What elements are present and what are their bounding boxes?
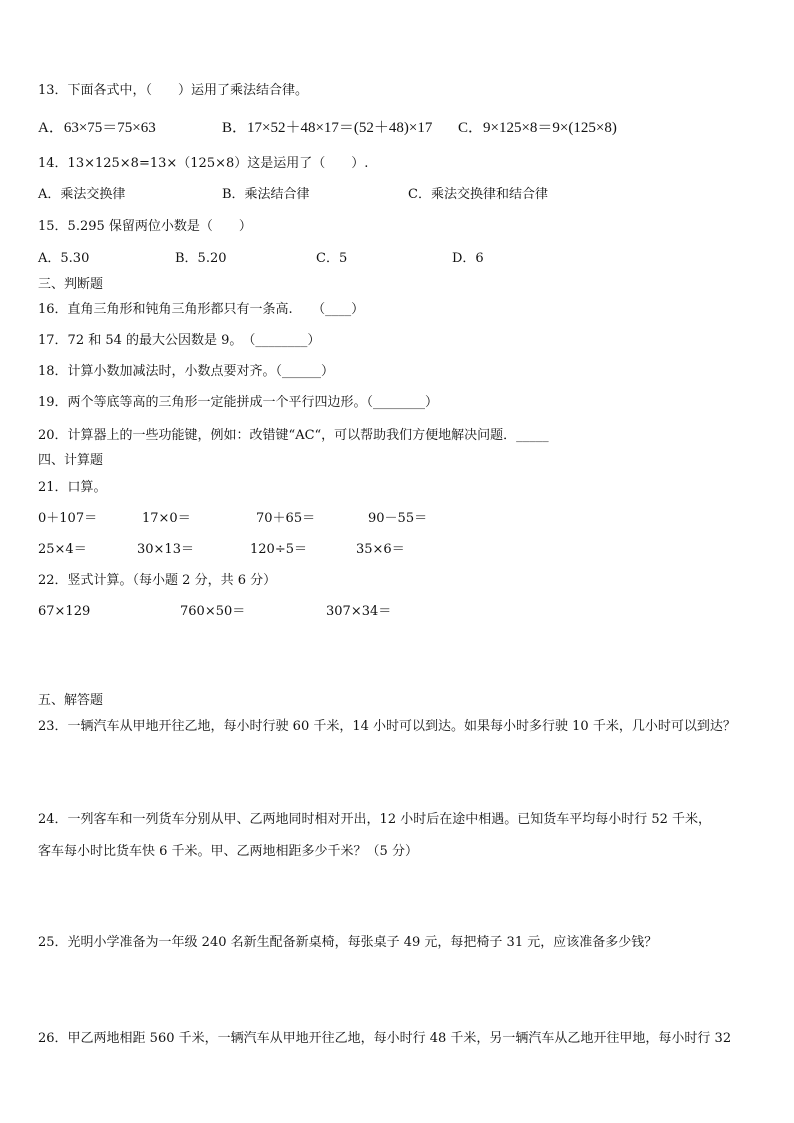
question-15-option-d: D．6 (452, 251, 484, 266)
question-23: 23．一辆汽车从甲地开往乙地，每小时行驶 60 千米，14 小时可以到达。如果每小时多行驶 10 千米，几小时可以到达？ (38, 719, 736, 734)
question-20: 20．计算器上的一些功能键，例如：改错键“AC“，可以帮助我们方便地解决问题．_____ (38, 428, 549, 443)
question-22-stem: 22．竖式计算。（每小题 2 分，共 6 分） (38, 573, 277, 588)
question-14-stem: 14．13×125×8=13×（125×8）这是运用了（ ）. (38, 156, 369, 171)
oral-calc-item: 17×0＝ (142, 511, 191, 526)
question-15-option-a: A．5.30 (38, 251, 90, 266)
question-21-stem: 21．口算。 (38, 480, 107, 495)
question-14-option-b: B．乘法结合律 (222, 187, 310, 202)
question-19: 19．两个等底等高的三角形一定能拼成一个平行四边形。（________） (38, 395, 439, 410)
oral-calc-item: 0＋107＝ (38, 511, 98, 526)
question-17: 17．72 和 54 的最大公因数是 9。 （________） (38, 333, 321, 348)
question-14-option-a: A．乘法交换律 (38, 187, 126, 202)
oral-calc-item: 35×6＝ (356, 542, 405, 557)
oral-calc-item: 30×13＝ (137, 542, 194, 557)
question-15-option-c: C．5 (316, 251, 348, 266)
question-15-option-b: B．5.20 (175, 251, 227, 266)
question-15-stem: 15．5.295 保留两位小数是（ ） (38, 219, 252, 234)
oral-calc-item: 70＋65＝ (256, 511, 316, 526)
question-13-option-a: A．63×75＝75×63 (38, 120, 156, 136)
question-16: 16．直角三角形和钝角三角形都只有一条高. （____） (38, 302, 365, 317)
question-13-stem: 13．下面各式中，（ ）运用了乘法结合律。 (38, 83, 309, 98)
section-3-heading: 三、判断题 (38, 277, 104, 292)
question-18: 18．计算小数加减法时，小数点要对齐。（______） (38, 364, 335, 379)
question-13-option-c: C．9×125×8＝9×(125×8) (458, 120, 617, 136)
question-24-line-2: 客车每小时比货车快 6 千米。甲、乙两地相距多少千米？（5 分） (38, 844, 418, 859)
vertical-calc-item: 67×129 (38, 604, 91, 619)
question-13-option-b: B．17×52＋48×17＝(52＋48)×17 (222, 120, 433, 136)
question-26: 26．甲乙两地相距 560 千米，一辆汽车从甲地开往乙地，每小时行 48 千米，另一辆汽车从乙地开往甲地，每小时行 32 (38, 1031, 732, 1046)
question-14-option-c: C．乘法交换律和结合律 (408, 187, 548, 202)
oral-calc-item: 25×4＝ (38, 542, 87, 557)
oral-calc-item: 120÷5＝ (250, 542, 307, 557)
question-24-line-1: 24．一列客车和一列货车分别从甲、乙两地同时相对开出，12 小时后在途中相遇。已知货车平均每小时行 52 千米， (38, 812, 712, 827)
question-25: 25．光明小学准备为一年级 240 名新生配备新桌椅，每张桌子 49 元，每把椅子 31 元，应该准备多少钱？ (38, 935, 658, 950)
oral-calc-item: 90－55＝ (368, 511, 428, 526)
section-4-heading: 四、计算题 (38, 453, 104, 468)
vertical-calc-item: 760×50＝ (180, 604, 246, 619)
section-5-heading: 五、解答题 (38, 693, 104, 708)
vertical-calc-item: 307×34＝ (326, 604, 392, 619)
